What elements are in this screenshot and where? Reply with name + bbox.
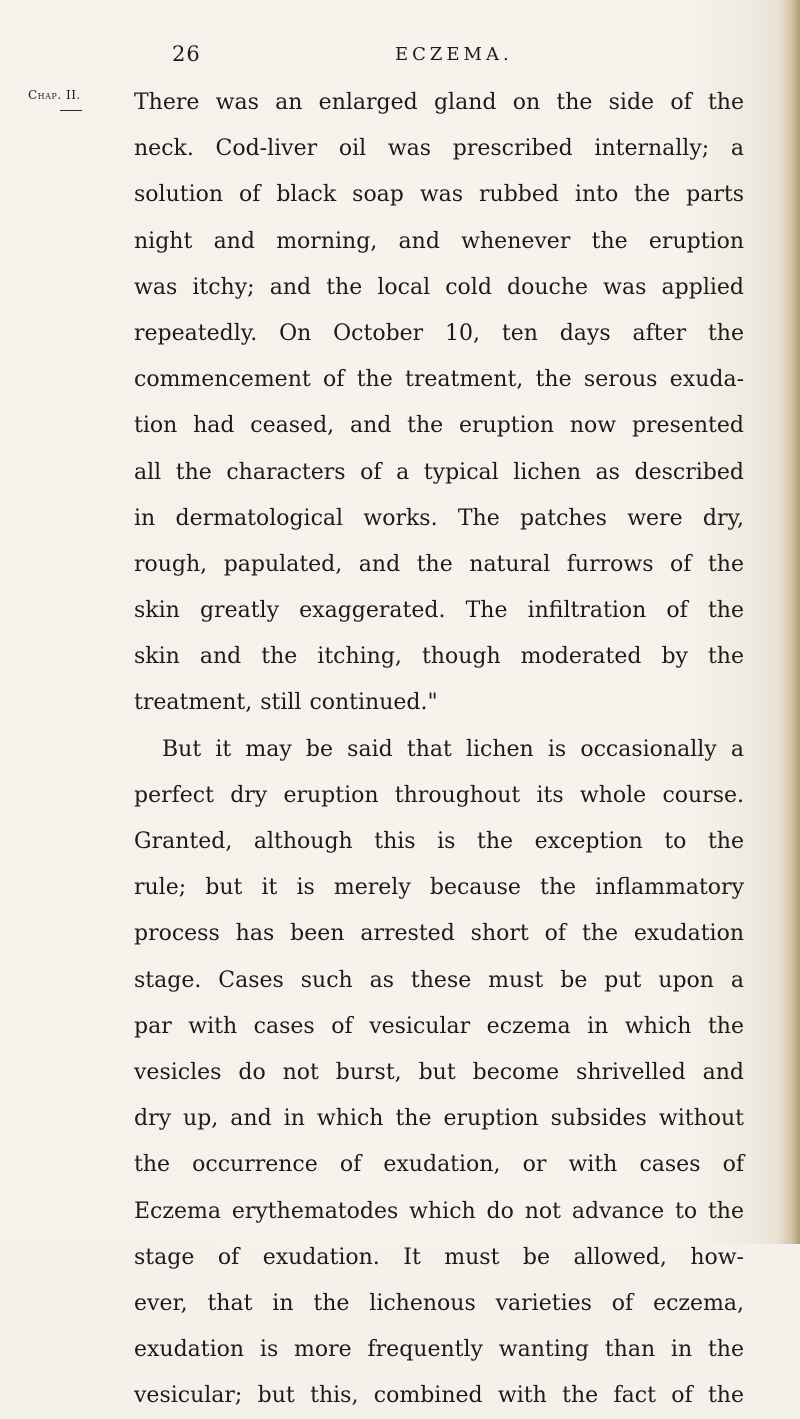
text-line: There was an enlarged gland on the side of the [134,90,744,115]
text-line: perfect dry eruption throughout its whole course. [134,782,744,808]
chapter-margin-note: Chap. II. [28,88,81,102]
text-line: rough, papulated, and the natural furrows of the [134,551,744,577]
text-line: neck. Cod-liver oil was prescribed internally; a [134,136,744,162]
text-line: rule; but it is merely because the inflammatory [134,875,744,901]
text-line: stage of exudation. It must be allowed, how- [134,1244,744,1270]
text-line: vesicular; but this, combined with the fact of the [134,1383,744,1409]
text-line: treatment, still continued." [134,690,438,716]
text-line: tion had ceased, and the eruption now presented [134,413,744,439]
paragraph-start-line: But it may be said that lichen is occasionally a [162,736,744,762]
text-line: dry up, and in which the eruption subsides without [134,1106,744,1132]
body-text [134,80,744,1419]
text-line: repeatedly. On October 10, ten days after the [134,320,744,346]
text-line: skin and the itching, though moderated by the [134,644,744,670]
text-line: vesicles do not burst, but become shrivelled and [134,1059,744,1085]
text-line: skin greatly exaggerated. The infiltration of the [134,598,744,624]
margin-note-underline [60,110,82,111]
text-line: in dermatological works. The patches were dry, [134,505,744,531]
text-line: ever, that in the lichenous varieties of eczema, [134,1290,744,1316]
text-line: stage. Cases such as these must be put upon a [134,967,744,993]
text-line: commencement of the treatment, the serous exuda- [134,367,744,393]
text-line: the occurrence of exudation, or with cases of [134,1152,744,1178]
text-line: Granted, although this is the exception to the [134,829,744,854]
page-number: 26 [172,42,201,66]
text-line: all the characters of a typical lichen as described [134,459,744,485]
page-header [0,42,800,72]
page-gutter-shadow [778,0,800,1244]
text-line: par with cases of vesicular eczema in which the [134,1013,744,1039]
text-line: process has been arrested short of the exudation [134,921,744,947]
text-line: Eczema erythematodes which do not advance to the [134,1198,744,1224]
text-line: was itchy; and the local cold douche was applied [134,274,744,300]
text-line: solution of black soap was rubbed into the parts [134,182,744,208]
running-head: ECZEMA. [395,44,513,65]
text-line: exudation is more frequently wanting than in the [134,1337,744,1363]
text-line: night and morning, and whenever the eruption [134,228,744,254]
